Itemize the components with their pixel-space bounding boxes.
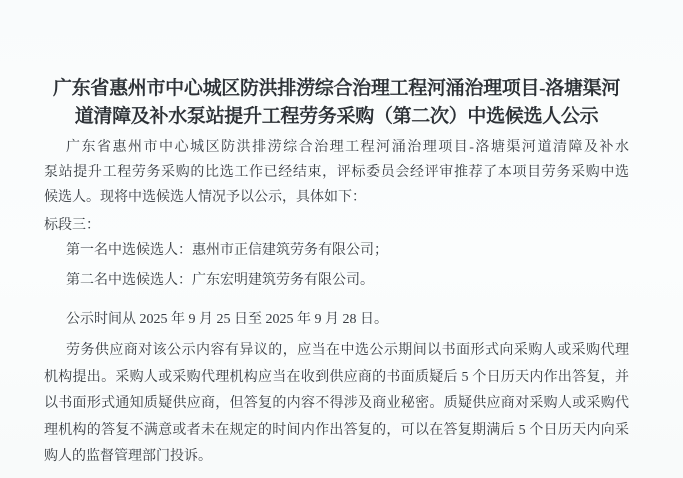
objection-line-3: 以书面形式通知质疑供应商，但答复的内容不得涉及商业秘密。质疑供应商对采购人或采购代 bbox=[44, 396, 629, 411]
intro-line-1: 广东省惠州市中心城区防洪排涝综合治理工程河涌治理项目-洛塘渠河道清障及补水 bbox=[66, 140, 629, 155]
document-content bbox=[44, 0, 629, 471]
publicity-period: 公示时间从 2025 年 9 月 25 日至 2025 年 9 月 28 日。 bbox=[66, 312, 388, 327]
bid-section-label: 标段三： bbox=[44, 218, 100, 233]
objection-line-5: 购人的监督管理部门投诉。 bbox=[44, 449, 212, 464]
intro-paragraph bbox=[44, 135, 629, 210]
objection-line-4: 理机构的答复不满意或者未在规定的时间内作出答复的，可以在答复期满后 5 个日历天内向采 bbox=[44, 422, 629, 438]
intro-line-2: 泵站提升工程劳务采购的比选工作已经结束，评标委员会经评审推荐了本项目劳务采购中选 bbox=[44, 165, 629, 180]
candidate-first: 第一名中选候选人：惠州市正信建筑劳务有限公司； bbox=[66, 243, 388, 258]
objection-line-1: 劳务供应商对该公示内容有异议的，应当在中选公示期间以书面形式向采购人或采购代理 bbox=[66, 343, 629, 358]
document-title-line-1: 广东省惠州市中心城区防洪排涝综合治理工程河涌治理项目-洛塘渠河 bbox=[52, 78, 621, 99]
intro-line-3: 候选人。现将中选候选人情况予以公示，具体如下： bbox=[44, 190, 366, 205]
objection-paragraph bbox=[44, 338, 629, 471]
candidate-second: 第二名中选候选人：广东宏明建筑劳务有限公司。 bbox=[66, 273, 374, 288]
document-title bbox=[44, 75, 629, 131]
objection-line-2: 机构提出。采购人或采购代理机构应当在收到供应商的书面质疑后 5 个日历天内作出答复，并 bbox=[44, 369, 629, 385]
document-title-line-2: 道清障及补水泵站提升工程劳务采购（第二次）中选候选人公示 bbox=[74, 106, 599, 127]
